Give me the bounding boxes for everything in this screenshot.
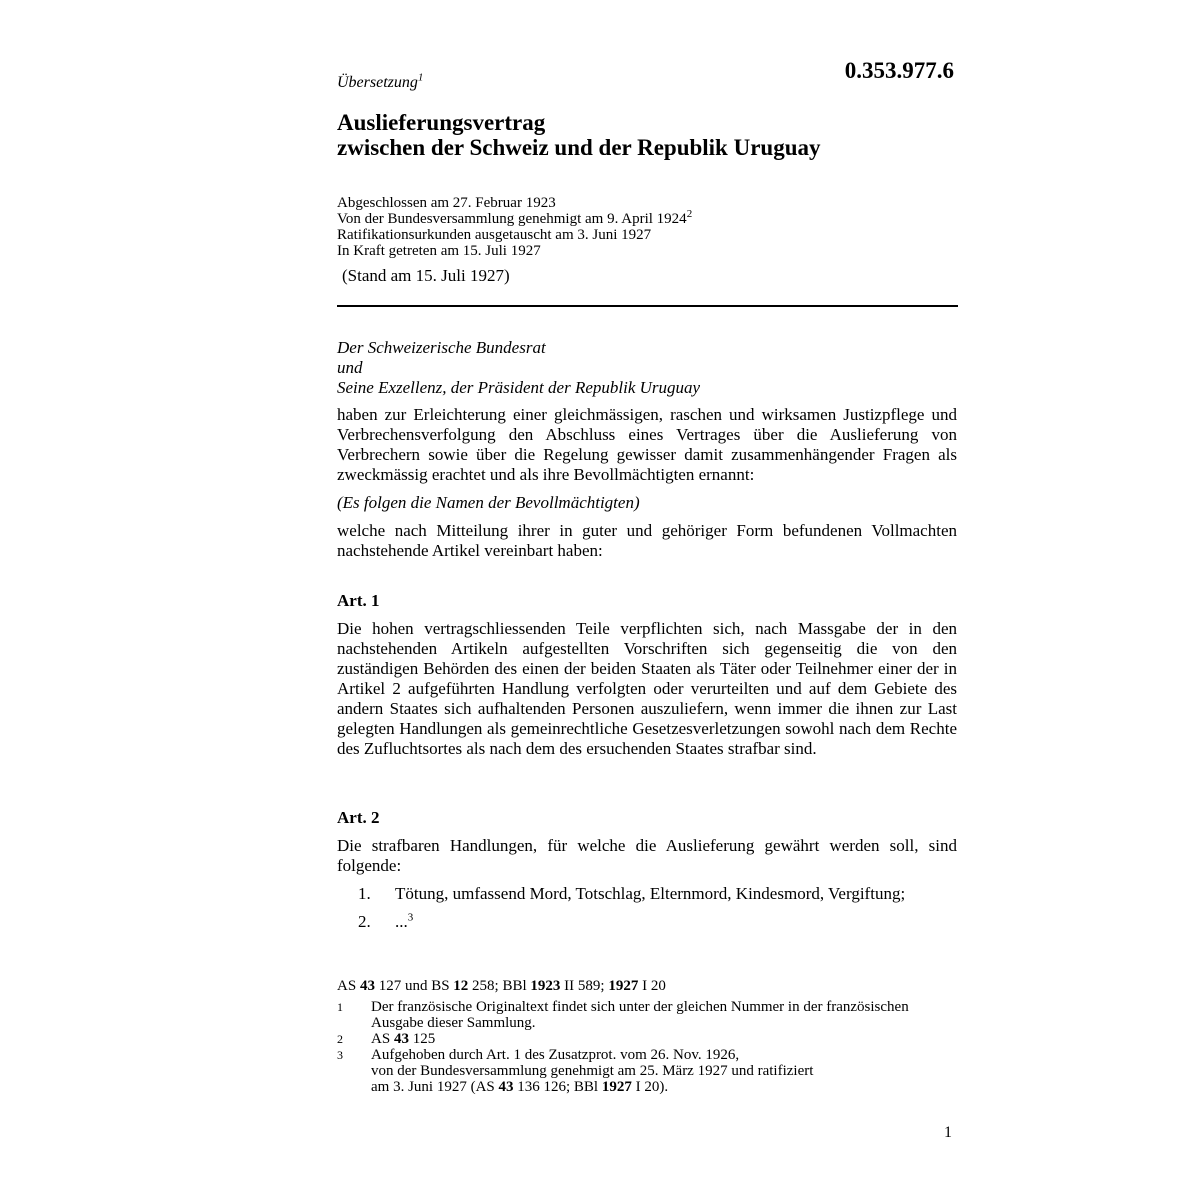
source-bold: 1923: [530, 978, 561, 994]
footnote-number: 1: [337, 1000, 343, 1014]
source-part: AS: [337, 978, 360, 994]
footnote-ref-3[interactable]: 3: [407, 911, 414, 924]
party-1: Der Schweizerische Bundesrat: [337, 338, 546, 357]
article-2-heading: Art. 2: [337, 808, 380, 827]
meta-approved: [337, 208, 957, 227]
title-line-2: zwischen der Schweiz und der Republik Uruguay: [337, 135, 821, 160]
list-item-number: 1.: [358, 884, 371, 903]
header-divider: [337, 305, 958, 307]
footnote-line: von der Bundesversammlung genehmigt am 25. März 1927 und ratifiziert: [371, 1063, 814, 1079]
footnote-number: 3: [337, 1048, 343, 1062]
footnote-bold: 1927: [601, 1079, 632, 1095]
translation-label: [337, 71, 957, 92]
list-item-ellipsis: ...: [395, 912, 408, 931]
list-item-text: Tötung, umfassend Mord, Totschlag, Elternmord, Kindesmord, Vergiftung;: [395, 884, 906, 903]
footnote-part: AS: [371, 1031, 394, 1047]
article-1-heading: Art. 1: [337, 591, 380, 610]
source-part: 127 und BS: [374, 978, 454, 994]
footnote-part: I 20).: [631, 1079, 669, 1095]
source-bold: 43: [359, 978, 375, 994]
translation-text: Übersetzung: [337, 74, 418, 91]
article-1-text: Die hohen vertragschliessenden Teile verpflichten sich, nach Massgabe der in den nachstehenden Artikeln aufgestellten Vorschriften sich gegenseitig die von den zuständigen Behörden des einen der beiden Staaten als Täter oder Teilnehmer einer der in Artikel 2 aufgeführten Handlung verfolgten oder verurteilten und auf dem Gebiete des andern Staates sich aufhaltenden Personen auszuliefern, wenn immer die ihnen zur Last gelegten Handlungen als gemeinrechtliche Gesetzesverletzungen sowohl nach dem Rechte des Zufluchtsortes als nach dem des ersuchenden Staates strafbar sind.: [337, 619, 957, 758]
meta-in-force: In Kraft getreten am 15. Juli 1927: [337, 243, 541, 259]
footnote-part: am 3. Juni 1927 (AS: [371, 1079, 499, 1095]
title-line-1: Auslieferungsvertrag: [337, 110, 546, 135]
preamble-paragraph-1: haben zur Erleichterung einer gleichmässigen, raschen und wirksamen Justizpflege und Verbrechensverfolgung den Abschluss eines Vertrages über die Auslieferung von Verbrechern sowie über die Regelung gewisser damit zusammenhängender Fragen als zweckmässig erachtet und als ihre Bevollmächtigten ernannt:: [337, 405, 957, 484]
source-part: II 589;: [560, 978, 609, 994]
preamble-parties: [337, 338, 957, 398]
meta-approved-text: Von der Bundesversammlung genehmigt am 9. April 1924: [337, 211, 687, 227]
footnote-bold: 43: [498, 1079, 514, 1095]
status-date: (Stand am 15. Juli 1927): [342, 266, 510, 285]
party-2: Seine Exzellenz, der Präsident der Republik Uruguay: [337, 378, 701, 397]
list-item-number: 2.: [358, 912, 371, 931]
footnote-ref-2[interactable]: 2: [686, 208, 693, 220]
footnote-part: 125: [408, 1031, 436, 1047]
footnote-ref-1[interactable]: 1: [417, 71, 424, 84]
list-item-text: [395, 912, 413, 932]
treaty-metadata: [337, 195, 957, 259]
preamble-paragraph-2: welche nach Mitteilung ihrer in guter und gehöriger Form befundenen Vollmachten nachstehende Artikel vereinbart haben:: [337, 521, 957, 560]
party-and: und: [337, 358, 363, 377]
article-2-text: Die strafbaren Handlungen, für welche die Auslieferung gewährt werden soll, sind folgende:: [337, 836, 957, 875]
footnote-text: [371, 1031, 957, 1047]
footnote-bold: 43: [393, 1031, 409, 1047]
meta-ratified: Ratifikationsurkunden ausgetauscht am 3. Juni 1927: [337, 227, 652, 243]
source-part: I 20: [638, 978, 666, 994]
footnote-text: [371, 1047, 957, 1095]
source-bold: 1927: [608, 978, 639, 994]
footnote-line: [371, 1079, 957, 1095]
meta-concluded: Abgeschlossen am 27. Februar 1923: [337, 195, 556, 211]
document-title: [337, 110, 957, 160]
source-bold: 12: [453, 978, 469, 994]
preamble-names-note: (Es folgen die Namen der Bevollmächtigten): [337, 493, 640, 512]
footnote-text: Der französische Originaltext findet sich unter der gleichen Nummer in der französischen Ausgabe dieser Sammlung.: [371, 999, 909, 1031]
source-reference: [337, 978, 957, 995]
footnote-part: 136 126; BBl: [513, 1079, 602, 1095]
footnote-number: 2: [337, 1032, 343, 1046]
source-part: 258; BBl: [468, 978, 531, 994]
page-number: 1: [944, 1124, 952, 1141]
footnote-line: Aufgehoben durch Art. 1 des Zusatzprot. vom 26. Nov. 1926,: [371, 1047, 740, 1063]
sr-number: 0.353.977.6: [844, 58, 954, 83]
